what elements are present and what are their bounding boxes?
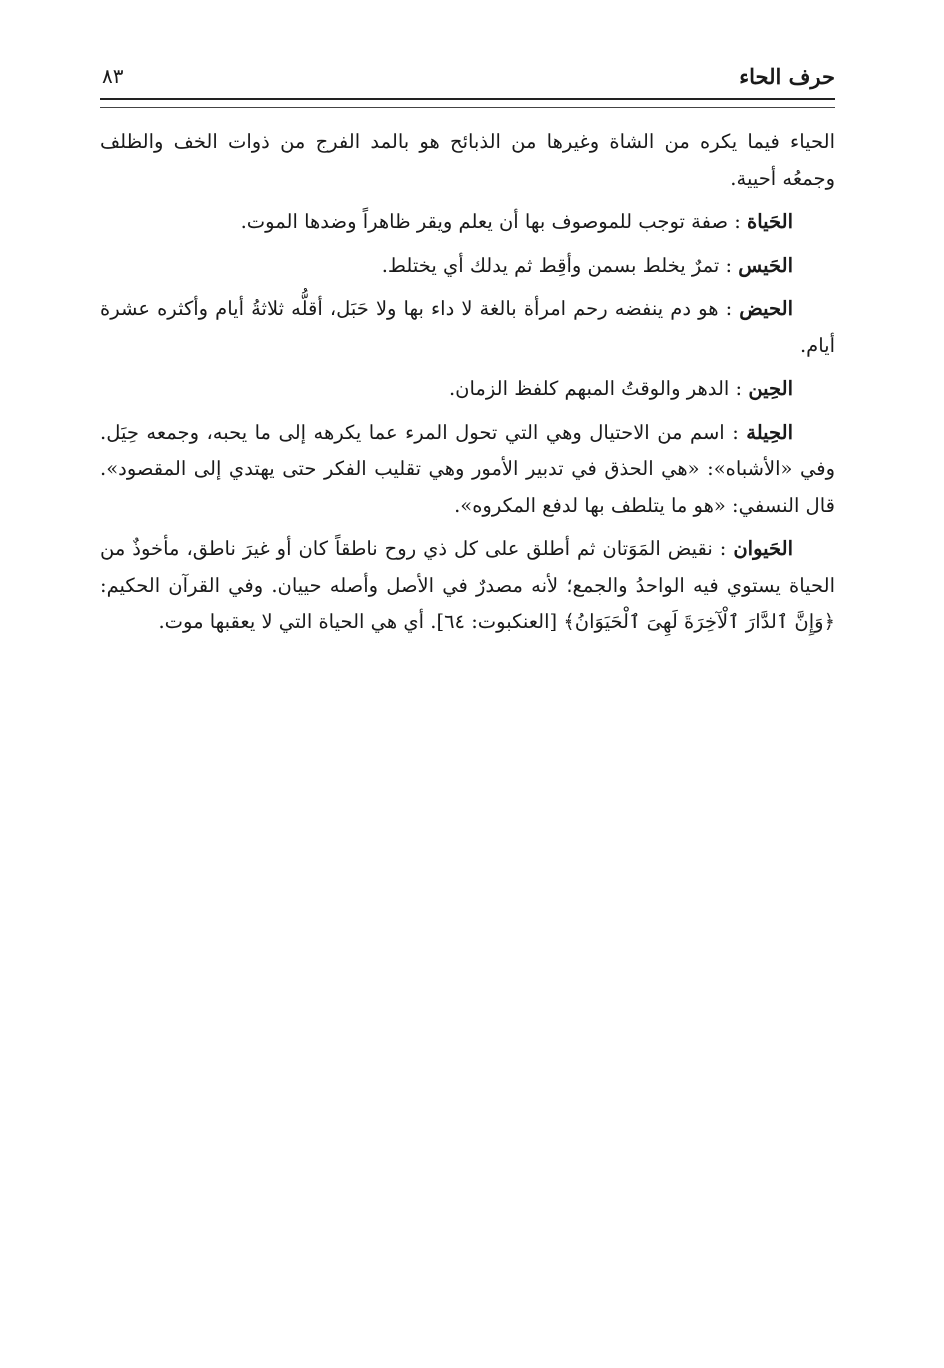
running-header: [100, 62, 835, 98]
entry-definition: : نقيض المَوَتان ثم أطلق على كل ذي روح ناطقاً كان أو غيرَ ناطق، مأخوذٌ من الحياة يستوي فيه الواحدُ والجمع؛ لأنه مصدرٌ في الأصل وأصله حييان. وفي القرآن الحكيم: ﴿وَإِنَّ ٱلدَّارَ ٱلْآخِرَةَ لَهِىَ ٱلْحَيَوَانُ﴾ [العنكبوت: ٦٤]. أي هي الحياة التي لا يعقبها موت.: [100, 537, 835, 633]
entry-definition: : اسم من الاحتيال وهي التي تحول المرء عما يكرهه إلى ما يحبه، وجمعه حِيَل. وفي «الأشباه»: «هي الحذق في تدبير الأمور وهي تقليب الفكر حتى يهتدي إلى المقصود». قال النسفي: «هو ما يتلطف بها لدفع المكروه».: [100, 420, 835, 517]
header-divider: [100, 98, 835, 108]
entry-al-hin: [100, 371, 835, 408]
page-body: [100, 124, 835, 641]
chapter-title: حرف الحاء: [739, 64, 835, 89]
page-number: ٨٣: [102, 64, 124, 88]
continuation-paragraph: الحياء فيما يكره من الشاة وغيرها من الذبائح هو بالمد الفرج من ذوات الخف والظلف وجمعُه أحيية.: [100, 130, 835, 190]
entry-al-hila: [100, 415, 835, 525]
entry-headword: الحِين: [748, 377, 793, 400]
entry-definition: : تمرٌ يخلط بسمن وأقِط ثم يدلك أي يختلط.: [381, 253, 733, 277]
entry-al-hays: [100, 248, 835, 285]
entry-headword: الحَياة: [747, 210, 793, 233]
entry-al-hayawan: [100, 531, 835, 641]
dictionary-page: [100, 62, 835, 1342]
entry-headword: الحَيوان: [733, 537, 793, 560]
entry-headword: الحيض: [739, 297, 793, 320]
entry-definition: : الدهر والوقتُ المبهم كلفظ الزمان.: [448, 377, 743, 400]
entry-definition: : هو دم ينفضه رحم امرأة بالغة لا داء بها ولا حَبَل، أقلُّه ثلاثةُ أيام وأكثره عشرة أيام.: [100, 297, 835, 357]
entry-headword: الحَيس: [738, 253, 793, 277]
entry-al-hayat: [100, 204, 835, 241]
entry-headword: الحِيلة: [746, 420, 793, 444]
entry-al-hayd: [100, 291, 835, 364]
entry-definition: : صفة توجب للموصوف بها أن يعلم ويقر ظاهراً وضدها الموت.: [240, 210, 741, 233]
